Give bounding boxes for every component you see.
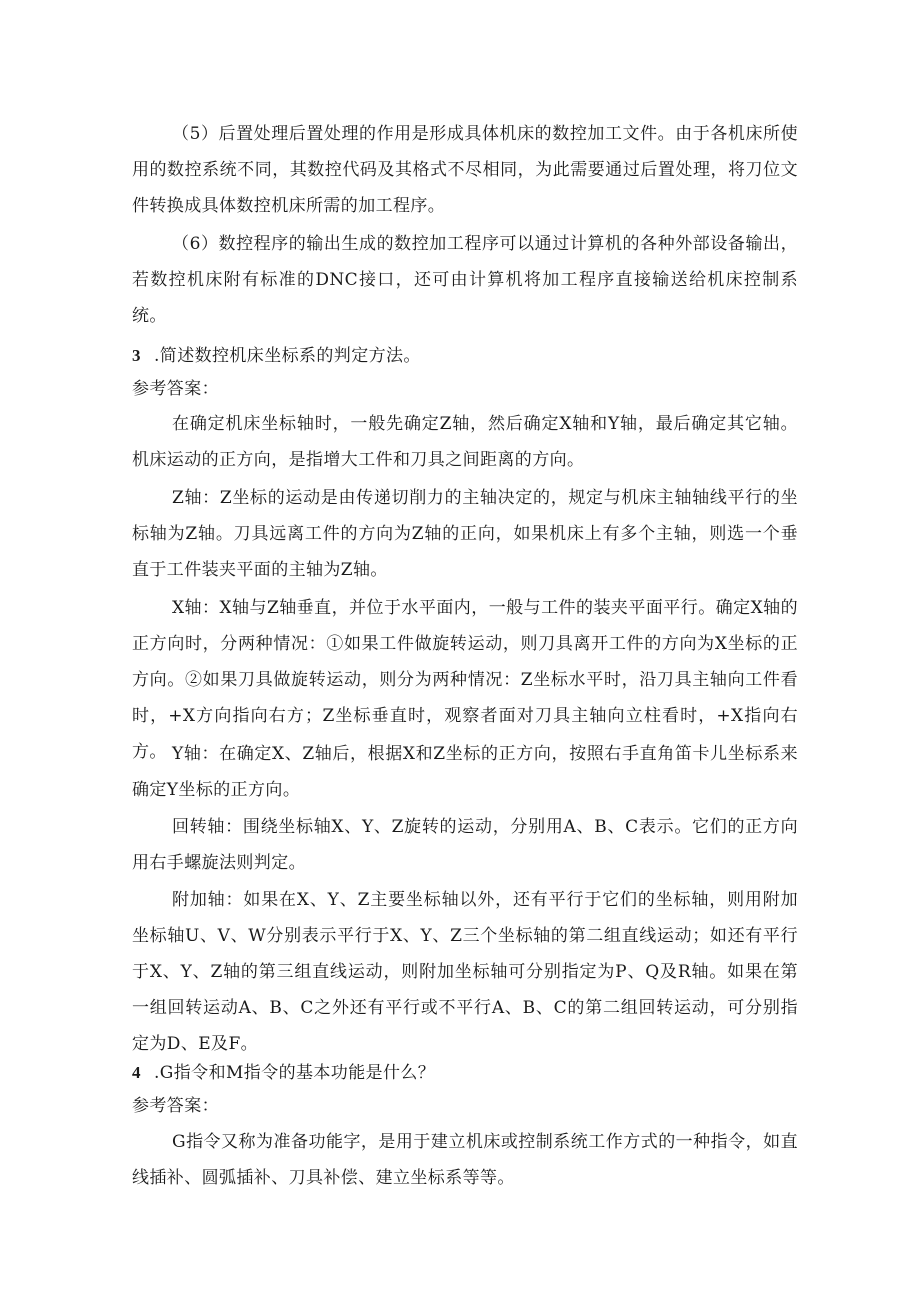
question-3-title: .简述数控机床坐标系的判定方法。 <box>154 346 421 366</box>
question-4-number: 4 <box>132 1063 141 1082</box>
question-4-answer-label: 参考答案： <box>132 1096 219 1116</box>
answer-3-x-axis: X轴：X轴与Z轴垂直，并位于水平面内，一般与工件的装夹平面平行。确定X轴的正方向时，分两种情况：①如果工件做旋转运动，则刀具离开工件的方向为X坐标的正方向。②如果刀具做旋转运动，则分为两种情况：Z坐标水平时，沿刀具主轴向工件看时，+X方向指向右方；Z坐标垂直时，观察者面对刀具主轴向立柱看时，+X指向右方。 <box>132 598 798 762</box>
question-3-answer-label: 参考答案： <box>132 379 219 399</box>
answer-3-intro: 在确定机床坐标轴时，一般先确定Z轴，然后确定X轴和Y轴，最后确定其它轴。机床运动的正方向，是指增大工件和刀具之间距离的方向。 <box>132 414 798 470</box>
answer-3-z-axis: Z轴：Z坐标的运动是由传递切削力的主轴决定的，规定与机床主轴轴线平行的坐标轴为Z轴。刀具远离工件的方向为Z轴的正向，如果机床上有多个主轴，则选一个垂直于工件装夹平面的主轴为Z轴。 <box>132 488 798 580</box>
answer-3-y-axis: Y轴：在确定X、Z轴后，根据X和Z坐标的正方向，按照右手直角笛卡儿坐标系来确定Y坐标的正方向。 <box>132 744 798 800</box>
question-4-heading <box>132 1058 435 1088</box>
answer-3-additional-axis: 附加轴：如果在X、Y、Z主要坐标轴以外，还有平行于它们的坐标轴，则用附加坐标轴U、V、W分别表示平行于X、Y、Z三个坐标轴的第二组直线运动；如还有平行于X、Y、Z轴的第三组直线运动，则附加坐标轴可分别指定为P、Q及R轴。如果在第一组回转运动A、B、C之外还有平行或不平行A、B、C的第二组回转运动，可分别指定为D、E及F。 <box>132 890 798 1054</box>
paragraph-program-output: （6）数控程序的输出生成的数控加工程序可以通过计算机的各种外部设备输出，若数控机床附有标准的DNC接口，还可由计算机将加工程序直接输送给机床控制系统。 <box>132 234 798 326</box>
answer-4-g-code: G指令又称为准备功能字，是用于建立机床或控制系统工作方式的一种指令，如直线插补、圆弧插补、刀具补偿、建立坐标系等等。 <box>132 1132 798 1188</box>
question-4-title: .G指令和M指令的基本功能是什么？ <box>154 1063 436 1083</box>
question-3-heading <box>132 341 421 371</box>
question-3-number: 3 <box>132 346 141 365</box>
paragraph-post-processing: （5）后置处理后置处理的作用是形成具体机床的数控加工文件。由于各机床所使用的数控系统不同，其数控代码及其格式不尽相同，为此需要通过后置处理，将刀位文件转换成具体数控机床所需的加工程序。 <box>132 124 798 216</box>
answer-3-rotary-axis: 回转轴：围绕坐标轴X、Y、Z旋转的运动，分别用A、B、C表示。它们的正方向用右手螺旋法则判定。 <box>132 817 798 873</box>
